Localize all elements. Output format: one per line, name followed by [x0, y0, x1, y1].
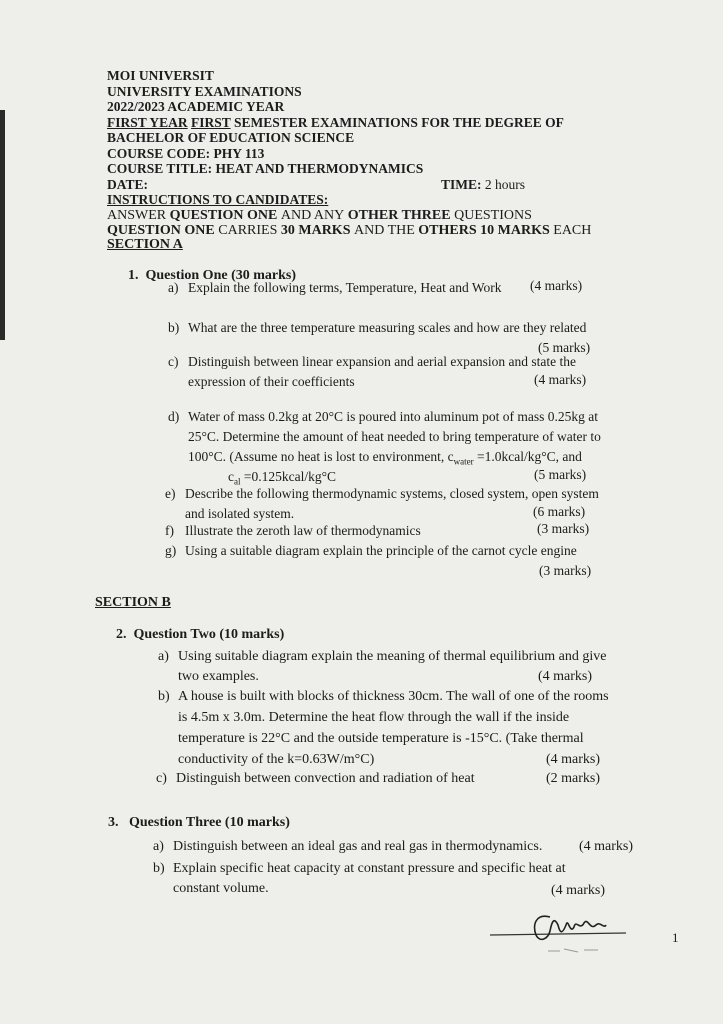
q1f-text: Illustrate the zeroth law of thermodynamics [185, 523, 421, 538]
q2c-text: Distinguish between convection and radiation of heat [176, 771, 475, 786]
q1a-label: a) [168, 280, 179, 295]
header-academic-year: 2022/2023 ACADEMIC YEAR [107, 99, 285, 114]
header-date-time [107, 177, 607, 193]
q3-heading [108, 815, 290, 831]
header-examinations: UNIVERSITY EXAMINATIONS [107, 83, 302, 99]
q1-number: 1. [128, 268, 139, 283]
q2a-text2: two examples. [178, 669, 259, 684]
instructions-title: INSTRUCTIONS TO CANDIDATES: [107, 192, 329, 207]
i2d: AND THE [354, 223, 415, 238]
q1c-text2: expression of their coefficients [188, 374, 355, 389]
i2e: OTHERS 10 MARKS [418, 223, 550, 238]
header-university: MOI UNIVERSIT [107, 68, 214, 83]
q3b-text1: Explain specific heat capacity at constant pressure and specific heat at [173, 861, 566, 876]
q1a-text: Explain the following terms, Temperature, Heat and Work [188, 280, 502, 295]
time-value: 2 hours [484, 176, 525, 192]
q2a-label: a) [158, 649, 169, 664]
first-year: FIRST YEAR [107, 114, 188, 130]
time-label: TIME: [441, 176, 482, 192]
q2a-text1: Using suitable diagram explain the meaning of thermal equilibrium and give [178, 649, 607, 664]
section-a-title: SECTION A [107, 237, 183, 252]
q1d-sub-al: al [234, 476, 241, 487]
q1d-t3: 100°C. (Assume no heat is lost to environment, c [188, 449, 454, 464]
q1-title: Question One (30 marks) [145, 268, 296, 283]
q2b-text4: conductivity of the k=0.63W/m°C) [178, 752, 375, 767]
q3a-label: a) [153, 839, 164, 854]
scan-edge-shadow [0, 110, 5, 340]
q1d-text1: Water of mass 0.2kg at 20°C is poured into aluminum pot of mass 0.25kg at [188, 409, 599, 424]
q3-title: Question Three (10 marks) [129, 815, 290, 830]
q1e-text1: Describe the following thermodynamic systems, closed system, open system [185, 486, 599, 501]
q1f-marks: (3 marks) [537, 521, 590, 536]
q1d-label: d) [168, 409, 180, 424]
q3-number: 3. [108, 815, 119, 830]
q2b-text3: temperature is 22°C and the outside temperature is -15°C. (Take thermal [178, 731, 584, 746]
q1g-marks: (3 marks) [539, 563, 592, 578]
header-course-title: COURSE TITLE: HEAT AND THERMODYNAMICS [107, 161, 424, 176]
date-label: DATE: [107, 176, 149, 192]
q1d-marks: (5 marks) [534, 467, 587, 482]
q1d-text2: 25°C. Determine the amount of heat needed to bring temperature of water to [188, 429, 601, 444]
page-number: 1 [672, 930, 679, 945]
q2a-marks: (4 marks) [538, 669, 593, 684]
q1f-label: f) [165, 523, 174, 538]
q1c-marks: (4 marks) [534, 372, 587, 387]
i1c: AND ANY [280, 207, 345, 223]
header-course-code: COURSE CODE: PHY 113 [107, 145, 265, 161]
q1g-label: g) [165, 543, 177, 558]
examiner-signature [488, 895, 628, 965]
q1d-t4b: =0.125kcal/kg°C [240, 469, 337, 484]
q2b-label: b) [158, 689, 170, 704]
q3b-text2: constant volume. [173, 881, 269, 896]
q1e-marks: (6 marks) [533, 504, 586, 519]
q3a-text: Distinguish between an ideal gas and real gas in thermodynamics. [173, 839, 543, 854]
i1a: ANSWER [107, 207, 167, 223]
q3b-marks: (4 marks) [551, 883, 606, 898]
q1e-label: e) [165, 486, 176, 501]
q1d-sub-water: water [453, 456, 474, 467]
i2b: CARRIES [218, 223, 278, 238]
i2f: EACH [553, 223, 592, 238]
i1e: QUESTIONS [454, 207, 532, 223]
q2-number: 2. [116, 627, 127, 642]
i1d: OTHER THREE [347, 207, 451, 223]
q1b-label: b) [168, 320, 180, 335]
q3b-label: b) [153, 861, 165, 876]
q1a-marks: (4 marks) [530, 278, 583, 293]
q1d-t3b: =1.0kcal/kg°C, and [473, 449, 582, 464]
i2a: QUESTION ONE [107, 223, 215, 238]
instructions-line1 [107, 208, 607, 224]
q2-heading [116, 627, 284, 643]
first-semester: FIRST [191, 114, 231, 130]
q2c-label: c) [156, 771, 167, 786]
q1c-text1: Distinguish between linear expansion and aerial expansion and state the [188, 354, 577, 369]
q1g-text: Using a suitable diagram explain the principle of the carnot cycle engine [185, 543, 577, 558]
q1b-marks: (5 marks) [538, 340, 591, 355]
q3a-marks: (4 marks) [579, 839, 634, 854]
exam-header [107, 68, 607, 239]
header-semester [107, 115, 607, 131]
q2c-marks: (2 marks) [546, 771, 601, 786]
q1b-text: What are the three temperature measuring scales and how are they related [188, 320, 587, 335]
q2b-marks: (4 marks) [546, 752, 601, 767]
header-degree: BACHELOR OF EDUCATION SCIENCE [107, 130, 355, 145]
time-field [441, 177, 525, 193]
semester-rest: SEMESTER EXAMINATIONS FOR THE DEGREE OF [233, 114, 564, 130]
section-b-title: SECTION B [95, 595, 171, 610]
q2-title: Question Two (10 marks) [133, 627, 285, 642]
i1b: QUESTION ONE [169, 207, 278, 223]
q1d-t4a: c [228, 469, 234, 484]
q2b-text2: is 4.5m x 3.0m. Determine the heat flow through the wall if the inside [178, 710, 570, 725]
i2c: 30 MARKS [280, 223, 351, 238]
q1c-label: c) [168, 354, 179, 369]
q1e-text2: and isolated system. [185, 506, 295, 521]
q2b-text1: A house is built with blocks of thickness 30cm. The wall of one of the rooms [178, 689, 609, 704]
